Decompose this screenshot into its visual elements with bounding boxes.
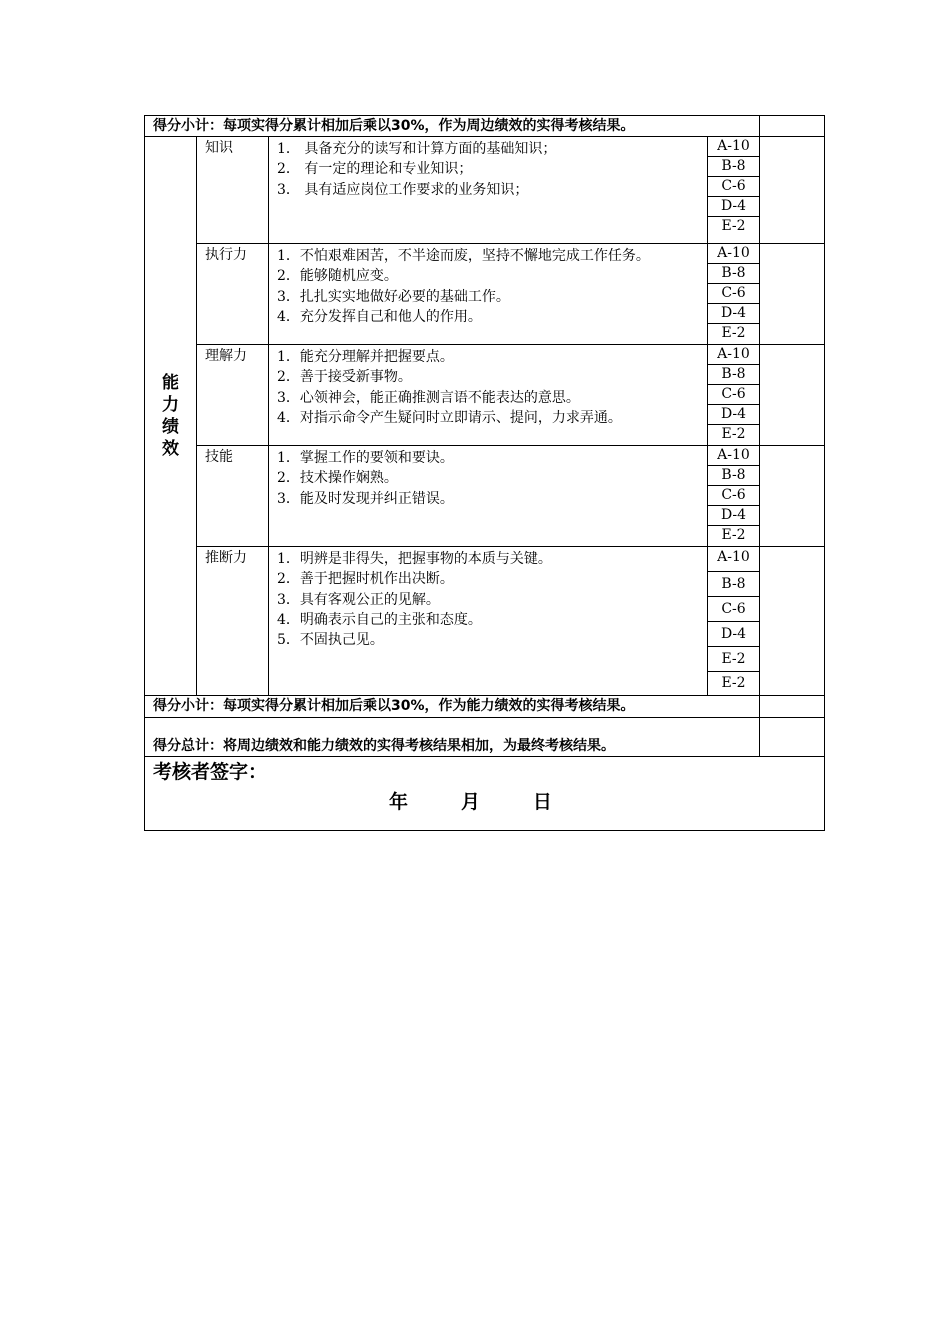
grade-option[interactable]: A-10	[707, 136, 760, 157]
total-score[interactable]	[759, 717, 825, 757]
list-item: 2．能够随机应变。	[277, 268, 398, 285]
category-name: 推断力	[196, 546, 269, 696]
grade-option[interactable]: D-4	[707, 303, 760, 324]
grade-option[interactable]: E-2	[707, 323, 760, 345]
list-item: 5．不固执己见。	[277, 632, 384, 649]
ability-subtotal-label: 得分小计：每项实得分累计相加后乘以30%，作为能力绩效的实得考核结果。	[144, 695, 760, 718]
category-name: 理解力	[196, 344, 269, 446]
total-label: 得分总计：将周边绩效和能力绩效的实得考核结果相加，为最终考核结果。	[144, 717, 760, 757]
category-description	[268, 546, 708, 696]
list-item: 2．善于把握时机作出决断。	[277, 571, 454, 588]
list-item: 3． 具有适应岗位工作要求的业务知识；	[277, 181, 529, 198]
grade-option[interactable]: E-2	[707, 424, 760, 446]
list-item: 4．对指示命令产生疑问时立即请示、提问，力求弄通。	[277, 409, 622, 426]
grade-option[interactable]: B-8	[707, 465, 760, 486]
category-name: 知识	[196, 136, 269, 244]
list-item: 4．明确表示自己的主张和态度。	[277, 611, 482, 628]
list-item: 4．充分发挥自己和他人的作用。	[277, 308, 482, 325]
signature-date	[389, 787, 552, 814]
signature-label: 考核者签字：	[153, 761, 268, 783]
evaluation-table	[144, 115, 825, 831]
list-item: 3．具有客观公正的见解。	[277, 591, 440, 608]
grade-option[interactable]: C-6	[707, 596, 760, 622]
grade-option[interactable]: B-8	[707, 156, 760, 177]
category-description	[268, 136, 708, 244]
grade-option[interactable]: D-4	[707, 505, 760, 526]
grade-option[interactable]: A-10	[707, 445, 760, 466]
grade-option[interactable]: C-6	[707, 283, 760, 304]
signature-row[interactable]	[144, 756, 825, 831]
grade-option[interactable]: D-4	[707, 404, 760, 425]
list-item: 2．善于接受新事物。	[277, 369, 412, 386]
ability-subtotal-score[interactable]	[759, 695, 825, 718]
score-cell[interactable]	[759, 546, 825, 696]
score-cell[interactable]	[759, 243, 825, 345]
grade-option[interactable]: E-2	[707, 646, 760, 672]
section-label-ability: 能力绩效	[144, 136, 197, 696]
score-cell[interactable]	[759, 136, 825, 244]
grade-option[interactable]: A-10	[707, 344, 760, 365]
peripheral-subtotal-label: 得分小计：每项实得分累计相加后乘以30%，作为周边绩效的实得考核结果。	[144, 115, 760, 137]
list-item: 1．不怕艰难困苦，不半途而废，坚持不懈地完成工作任务。	[277, 248, 650, 264]
grade-option[interactable]: C-6	[707, 384, 760, 405]
score-cell[interactable]	[759, 344, 825, 446]
category-description	[268, 344, 708, 446]
list-item: 1．掌握工作的要领和要诀。	[277, 450, 454, 466]
grade-option[interactable]: D-4	[707, 196, 760, 217]
category-name: 技能	[196, 445, 269, 547]
date-month: 月	[460, 791, 480, 813]
grade-option[interactable]: E-2	[707, 671, 760, 696]
list-item: 1．能充分理解并把握要点。	[277, 349, 454, 365]
list-item: 1．明辨是非得失，把握事物的本质与关键。	[277, 551, 552, 567]
grade-option[interactable]: E-2	[707, 216, 760, 244]
list-item: 3．能及时发现并纠正错误。	[277, 490, 454, 507]
grade-option[interactable]: A-10	[707, 546, 760, 572]
grade-option[interactable]: B-8	[707, 364, 760, 385]
date-day: 日	[532, 791, 552, 813]
category-description	[268, 445, 708, 547]
grade-option[interactable]: B-8	[707, 571, 760, 597]
grade-option[interactable]: D-4	[707, 621, 760, 647]
peripheral-subtotal-score[interactable]	[759, 115, 825, 137]
grade-option[interactable]: E-2	[707, 525, 760, 547]
category-description	[268, 243, 708, 345]
date-year: 年	[389, 791, 409, 813]
list-item: 3．心领神会，能正确推测言语不能表达的意思。	[277, 389, 580, 406]
list-item: 2．技术操作娴熟。	[277, 470, 398, 487]
grade-option[interactable]: A-10	[707, 243, 760, 264]
category-name: 执行力	[196, 243, 269, 345]
score-cell[interactable]	[759, 445, 825, 547]
list-item: 1． 具备充分的读写和计算方面的基础知识；	[277, 141, 557, 157]
grade-option[interactable]: B-8	[707, 263, 760, 284]
grade-option[interactable]: C-6	[707, 485, 760, 506]
grade-option[interactable]: C-6	[707, 176, 760, 197]
list-item: 3．扎扎实实地做好必要的基础工作。	[277, 288, 510, 305]
list-item: 2． 有一定的理论和专业知识；	[277, 161, 473, 178]
